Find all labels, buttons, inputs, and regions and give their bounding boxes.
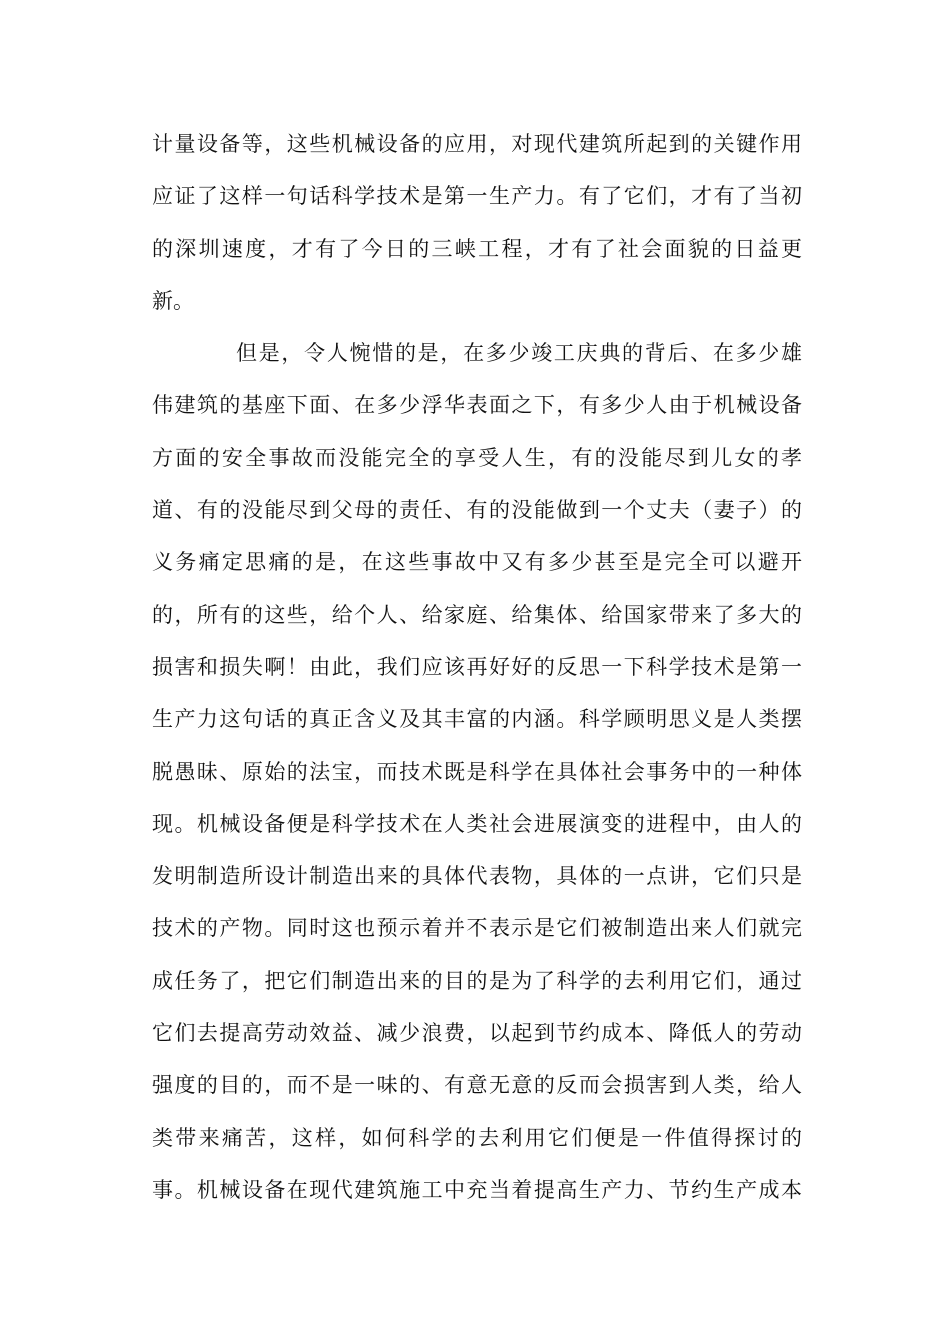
text-line-paragraph-start: 但是，令人惋惜的是，在多少竣工庆典的背后、在多少雄 (236, 341, 802, 366)
text-line: 技术的产物。同时这也预示着并不表示是它们被制造出来人们就完 (152, 916, 802, 941)
text-line: 它们去提高劳动效益、减少浪费，以起到节约成本、降低人的劳动 (152, 1021, 802, 1046)
text-line: 发明制造所设计制造出来的具体代表物，具体的一点讲，它们只是 (152, 864, 802, 889)
text-line: 事。机械设备在现代建筑施工中充当着提高生产力、节约生产成本 (152, 1177, 802, 1202)
text-line: 脱愚昧、原始的法宝，而技术既是科学在具体社会事务中的一种体 (152, 759, 802, 784)
text-line: 强度的目的，而不是一味的、有意无意的反而会损害到人类，给人 (152, 1073, 802, 1098)
text-line: 义务痛定思痛的是，在这些事故中又有多少甚至是完全可以避开 (152, 550, 802, 575)
text-line: 的，所有的这些，给个人、给家庭、给集体、给国家带来了多大的 (152, 602, 802, 627)
text-line: 伟建筑的基座下面、在多少浮华表面之下，有多少人由于机械设备 (152, 393, 802, 418)
text-line: 的深圳速度，才有了今日的三峡工程，才有了社会面貌的日益更 (152, 236, 802, 261)
text-line: 道、有的没能尽到父母的责任、有的没能做到一个丈夫（妻子）的 (152, 498, 802, 523)
text-line: 成任务了，把它们制造出来的目的是为了科学的去利用它们，通过 (152, 968, 802, 993)
text-line: 类带来痛苦，这样，如何科学的去利用它们便是一件值得探讨的 (152, 1125, 802, 1150)
text-line: 新。 (152, 288, 194, 313)
text-line: 现。机械设备便是科学技术在人类社会进展演变的进程中，由人的 (152, 811, 802, 836)
text-line: 损害和损失啊！由此，我们应该再好好的反思一下科学技术是第一 (152, 654, 802, 679)
text-line: 生产力这句话的真正含义及其丰富的内涵。科学顾明思义是人类摆 (152, 707, 802, 732)
text-line: 方面的安全事故而没能完全的享受人生，有的没能尽到儿女的孝 (152, 445, 802, 470)
text-line: 应证了这样一句话科学技术是第一生产力。有了它们，才有了当初 (152, 184, 802, 209)
body-text (152, 118, 802, 1216)
text-line: 计量设备等，这些机械设备的应用，对现代建筑所起到的关键作用 (152, 132, 802, 156)
